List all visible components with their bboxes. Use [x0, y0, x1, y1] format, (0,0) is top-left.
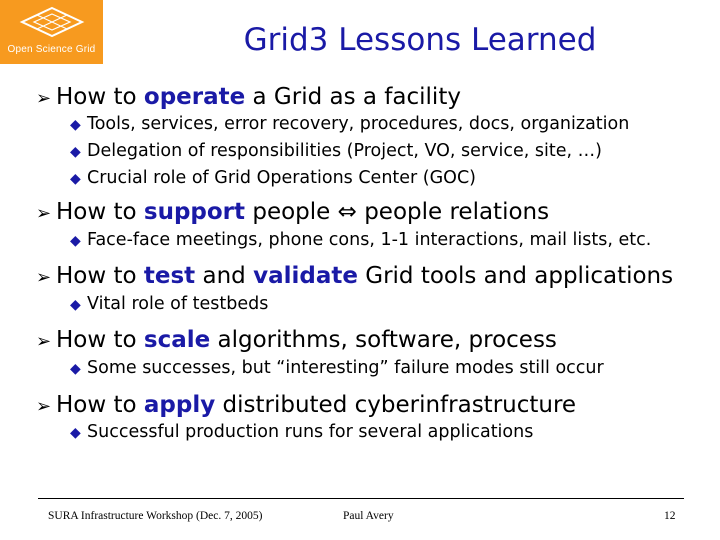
diamond-bullet-icon: ◆	[70, 171, 81, 187]
arrow-bullet-icon: ➢	[36, 331, 52, 352]
sub-bullet: ◆ Crucial role of Grid Operations Center (GOC)	[70, 168, 477, 188]
logo-text: Open Science Grid	[7, 44, 96, 55]
diamond-bullet-icon: ◆	[70, 117, 81, 133]
footer-divider	[38, 498, 684, 499]
sub-bullet: ◆ Successful production runs for several applications	[70, 422, 534, 442]
diamond-bullet-icon: ◆	[70, 233, 81, 249]
bullet-operate: ➢ How to operate a Grid as a facility	[36, 84, 461, 110]
arrow-bullet-icon: ➢	[36, 396, 52, 417]
diamond-bullet-icon: ◆	[70, 425, 81, 441]
sub-bullet: ◆ Some successes, but “interesting” failure modes still occur	[70, 358, 604, 378]
diamond-bullet-icon: ◆	[70, 297, 81, 313]
bullet-test-validate: ➢ How to test and validate Grid tools and applications	[36, 263, 674, 289]
diamond-bullet-icon: ◆	[70, 144, 81, 160]
arrow-bullet-icon: ➢	[36, 267, 52, 288]
footer-event: SURA Infrastructure Workshop (Dec. 7, 2005)	[48, 510, 263, 522]
footer-author: Paul Avery	[343, 510, 394, 522]
bullet-apply: ➢ How to apply distributed cyberinfrastructure	[36, 392, 577, 418]
bullet-support: ➢ How to support people ⇔ people relations	[36, 199, 550, 225]
sub-bullet: ◆ Delegation of responsibilities (Project, VO, service, site, …)	[70, 141, 602, 161]
slide-title: Grid3 Lessons Learned	[243, 22, 597, 58]
sub-bullet: ◆ Vital role of testbeds	[70, 294, 269, 314]
bullet-scale: ➢ How to scale algorithms, software, process	[36, 327, 557, 353]
arrow-bullet-icon: ➢	[36, 88, 52, 109]
page-number: 12	[664, 510, 676, 522]
sub-bullet: ◆ Tools, services, error recovery, procedures, docs, organization	[70, 114, 630, 134]
sub-bullet: ◆ Face-face meetings, phone cons, 1-1 interactions, mail lists, etc.	[70, 230, 652, 250]
diamond-bullet-icon: ◆	[70, 361, 81, 377]
arrow-bullet-icon: ➢	[36, 203, 52, 224]
